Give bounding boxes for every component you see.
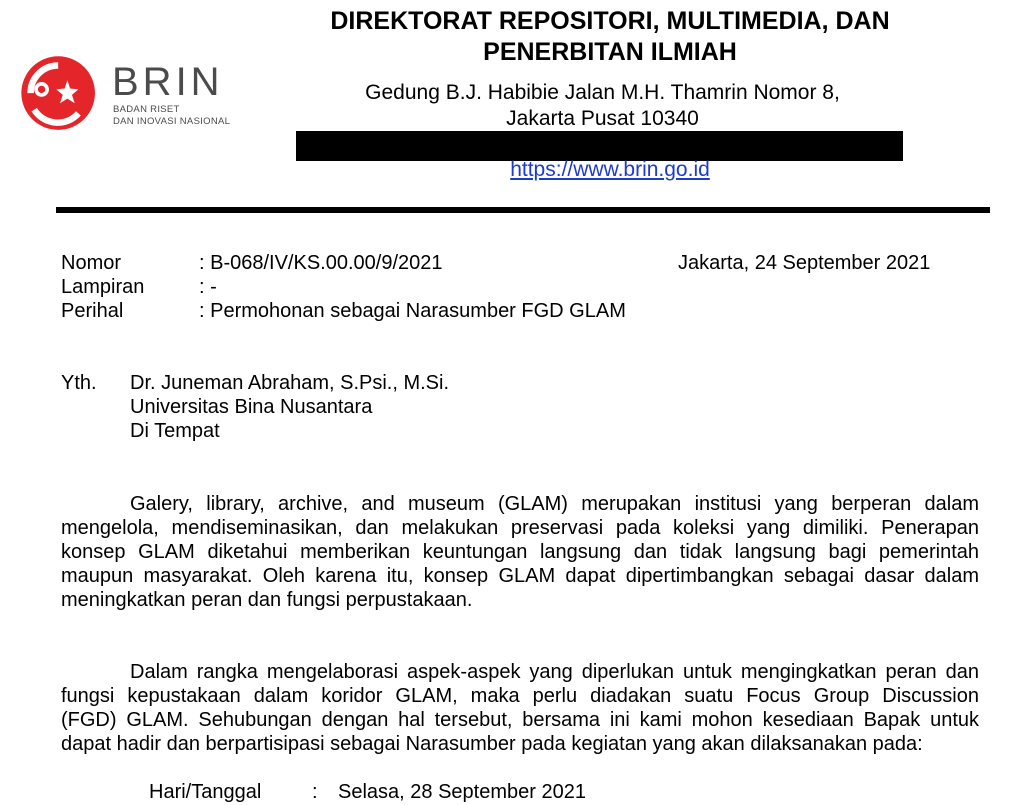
paragraph-line: (FGD) GLAM. Sehubungan dengan hal tersebut, bersama ini kami mohon kesediaan Bapak untuk — [61, 709, 979, 731]
paragraph-line: Galery, library, archive, and museum (GLAM) merupakan institusi yang berperan dalam — [130, 493, 979, 515]
lampiran-label: Lampiran — [61, 276, 145, 298]
paragraph-line: fungsi kepustakaan dalam koridor GLAM, maka perlu diadakan suatu Focus Group Discussion — [61, 685, 979, 707]
header-title-line2: PENERBITAN ILMIAH — [483, 38, 737, 66]
schedule-colon: : — [312, 781, 318, 803]
paragraph-line: dapat hadir dan berpartisipasi sebagai Narasumber pada kegiatan yang akan dilaksanakan pada: — [61, 733, 923, 755]
paragraph-line: meningkatkan peran dan fungsi perpustakaan. — [61, 589, 473, 611]
header-title-line1: DIREKTORAT REPOSITORI, MULTIMEDIA, DAN — [330, 7, 890, 35]
schedule-label: Hari/Tanggal — [149, 781, 262, 803]
recipient-location: Di Tempat — [130, 420, 220, 442]
paragraph-line: Dalam rangka mengelaborasi aspek-aspek yang diperlukan untuk mengingkatkan peran dan — [130, 661, 979, 683]
recipient-prefix: Yth. — [61, 372, 97, 394]
recipient-institution: Universitas Bina Nusantara — [130, 396, 373, 418]
place-date: Jakarta, 24 September 2021 — [678, 252, 931, 274]
recipient-name: Dr. Juneman Abraham, S.Psi., M.Si. — [130, 372, 450, 394]
logo-wordmark: BRIN — [112, 60, 224, 104]
paragraph-line: konsep GLAM diketahui memberikan keuntungan langsung dan tidak langsung bagi pemerintah — [61, 541, 979, 563]
logo-subtitle-line1: BADAN RISET — [113, 104, 180, 115]
header-divider — [56, 207, 990, 213]
perihal-value: : Permohonan sebagai Narasumber FGD GLAM — [199, 300, 626, 322]
nomor-label: Nomor — [61, 252, 122, 274]
paragraph-line: mengelola, mendiseminasikan, dan melakukan preservasi pada koleksi yang dimiliki. Penerapan — [61, 517, 979, 539]
header-address-line1: Gedung B.J. Habibie Jalan M.H. Thamrin Nomor 8, — [365, 81, 840, 104]
schedule-value: Selasa, 28 September 2021 — [338, 781, 586, 803]
perihal-label: Perihal — [61, 300, 124, 322]
website-link[interactable]: https://www.brin.go.id — [510, 158, 710, 181]
header-address-line2: Jakarta Pusat 10340 — [506, 107, 699, 130]
nomor-value: : B-068/IV/KS.00.00/9/2021 — [199, 252, 443, 274]
redaction-bar — [296, 131, 903, 161]
paragraph-1 — [61, 492, 979, 612]
paragraph-line: maupun masyarakat. Oleh karena itu, konsep GLAM dapat dipertimbangkan sebagai dasar dalam — [61, 565, 979, 587]
logo-subtitle-line2: DAN INOVASI NASIONAL — [113, 116, 231, 127]
paragraph-2 — [61, 660, 979, 756]
lampiran-value: : - — [199, 276, 217, 298]
brin-logo-mark — [14, 52, 106, 136]
